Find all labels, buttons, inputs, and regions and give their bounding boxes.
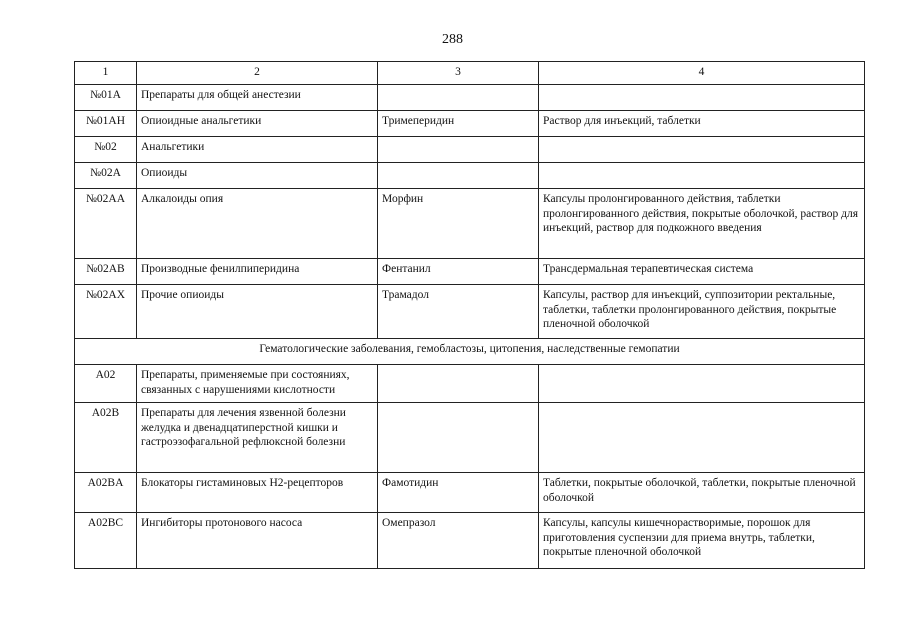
- drug-name: Фентанил: [378, 259, 539, 285]
- drug-name: Омепразол: [378, 513, 539, 569]
- section-row: [75, 339, 865, 365]
- dosage-form: [539, 163, 865, 189]
- header-cell-1: 1: [75, 62, 137, 85]
- atc-code: №02AA: [75, 189, 137, 259]
- header-cell-2: 2: [137, 62, 378, 85]
- table-row: [75, 259, 865, 285]
- section-heading: Гематологические заболевания, гемобластозы, цитопения, наследственные гемопатии: [75, 339, 865, 365]
- table-row: [75, 473, 865, 513]
- dosage-form: Капсулы, раствор для инъекций, суппозитории ректальные, таблетки, таблетки пролонгированного действия, покрытые пленочной оболочкой: [539, 285, 865, 339]
- dosage-form: Трансдермальная терапевтическая система: [539, 259, 865, 285]
- group-name: Препараты для общей анестезии: [137, 85, 378, 111]
- table-row: [75, 285, 865, 339]
- drug-name: [378, 85, 539, 111]
- group-name: Блокаторы гистаминовых H2-рецепторов: [137, 473, 378, 513]
- atc-code: №02AB: [75, 259, 137, 285]
- drug-name: [378, 365, 539, 403]
- table-row: [75, 111, 865, 137]
- group-name: Производные фенилпиперидина: [137, 259, 378, 285]
- group-name: Препараты, применяемые при состояниях, связанных с нарушениями кислотности: [137, 365, 378, 403]
- header-row: [75, 62, 865, 85]
- group-name: Опиоидные анальгетики: [137, 111, 378, 137]
- atc-code: №02: [75, 137, 137, 163]
- atc-code: №01A: [75, 85, 137, 111]
- atc-code: A02B: [75, 403, 137, 473]
- table-row: [75, 365, 865, 403]
- dosage-form: [539, 403, 865, 473]
- dosage-form: Капсулы, капсулы кишечнорастворимые, порошок для приготовления суспензии для приема внутрь, таблетки, покрытые пленочной оболочкой: [539, 513, 865, 569]
- dosage-form: Таблетки, покрытые оболочкой, таблетки, покрытые пленочной оболочкой: [539, 473, 865, 513]
- table-row: [75, 85, 865, 111]
- dosage-form: [539, 85, 865, 111]
- drug-name: Трамадол: [378, 285, 539, 339]
- atc-code: A02: [75, 365, 137, 403]
- atc-code: A02BC: [75, 513, 137, 569]
- dosage-form: [539, 137, 865, 163]
- drug-name: [378, 163, 539, 189]
- dosage-form: [539, 365, 865, 403]
- group-name: Алкалоиды опия: [137, 189, 378, 259]
- group-name: Препараты для лечения язвенной болезни желудка и двенадцатиперстной кишки и гастроэзофагальной рефлюксной болезни: [137, 403, 378, 473]
- atc-code: №01AH: [75, 111, 137, 137]
- header-cell-3: 3: [378, 62, 539, 85]
- table-row: [75, 513, 865, 569]
- group-name: Опиоиды: [137, 163, 378, 189]
- table-row: [75, 403, 865, 473]
- page-number: 288: [442, 32, 463, 47]
- drug-name: Морфин: [378, 189, 539, 259]
- header-cell-4: 4: [539, 62, 865, 85]
- drug-name: [378, 403, 539, 473]
- atc-code: №02AX: [75, 285, 137, 339]
- dosage-form: Раствор для инъекций, таблетки: [539, 111, 865, 137]
- drug-table: [74, 61, 865, 569]
- group-name: Прочие опиоиды: [137, 285, 378, 339]
- atc-code: A02BA: [75, 473, 137, 513]
- drug-name: [378, 137, 539, 163]
- group-name: Ингибиторы протонового насоса: [137, 513, 378, 569]
- drug-name: Тримеперидин: [378, 111, 539, 137]
- drug-name: Фамотидин: [378, 473, 539, 513]
- atc-code: №02A: [75, 163, 137, 189]
- group-name: Анальгетики: [137, 137, 378, 163]
- dosage-form: Капсулы пролонгированного действия, таблетки пролонгированного действия, покрытые оболочкой, раствор для инъекций, раствор для подкожного введения: [539, 189, 865, 259]
- table-row: [75, 189, 865, 259]
- table-row: [75, 137, 865, 163]
- table-row: [75, 163, 865, 189]
